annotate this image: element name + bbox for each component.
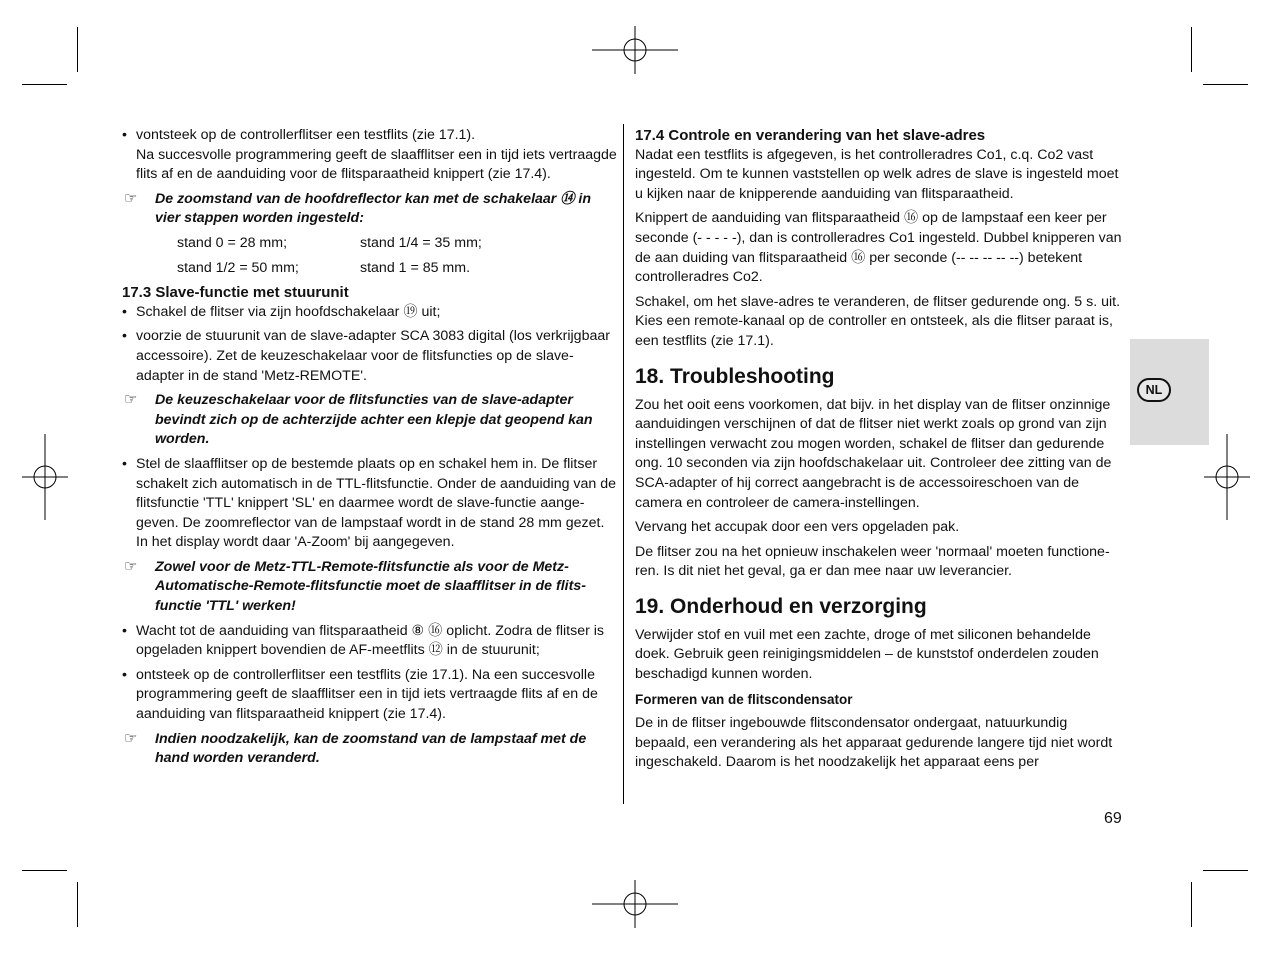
zoom-stand-row: stand 1/2 = 50 mm; stand 1 = 85 mm. <box>177 259 471 276</box>
paragraph: Zou het ooit eens voorkomen, dat bijv. in het display van de flitser onzinnige aanduidingen verschijnen of dat de flitser niet werkt zoals op grond van zijn instellingen verwacht zou mogen worden, schakel de flitser dan gedurende ong. 10 seconden via zijn hoofdschakelaar uit. Controleer dee zitting van de SCA-adapter of hij correct aangebracht is de accessoireschoen van de camera en controleer de camera-instellingen. <box>635 396 1112 511</box>
bullet-text: Schakel de flitser via zijn hoofdschakelaar ⑲ uit; <box>136 303 441 320</box>
paragraph: De in de flitser ingebouwde flitscondensator ondergaat, natuurkundig bepaald, een verandering als het apparaat gedurende langere tijd niet wordt ingeschakeld. Daarom is het noodzakelijk het apparaat eens per <box>635 715 1113 771</box>
registration-mark-icon <box>20 432 70 522</box>
bullet-text: ontsteek op de controllerflitser een testflits (zie 17.1). Na een succesvolle programmering geeft de slaafflitser een in tijd iets vertraagde flits af en de aanduiding van flitsparaatheid knippert (zie 17.4). <box>136 666 598 723</box>
pointing-hand-icon: ☞ <box>124 189 138 207</box>
chapter-heading: 19. Onderhoud en verzorging <box>635 594 927 618</box>
crop-mark <box>1191 882 1192 927</box>
section-heading: 17.4 Controle en verandering van het slave-adres <box>635 127 986 144</box>
note-text: Zowel voor de Metz-TTL-Remote-flitsfunctie als voor de Metz-Automatische-Remote-flitsfunctie moet de slaafflitser in de flitsfunctie 'TTL' werken! <box>155 558 586 615</box>
bullet-text: voorzie de stuurunit van de slave-adapter SCA 3083 digital (los verkrijgbaar accessoire). Zet de keuzeschakelaar voor de flitsfuncties op de slave-adapter in de stand 'Metz-REMOTE'. <box>136 328 610 384</box>
note-text: Indien noodzakelijk, kan de zoomstand van de lampstaaf met de hand worden veranderd. <box>155 730 587 767</box>
note-text: De zoomstand van de hoofdreflector kan met de schakelaar ⑭ in vier stappen worden ingesteld: <box>155 190 591 227</box>
bullet-text: vontsteek op de controllerflitser een testflits (zie 17.1). <box>136 127 476 143</box>
list-item: • ontsteek op de controllerflitser een testflits (zie 17.1). Na een succesvolle programmering geeft de slaafflitser een in tijd iets vertraagde flits af en de aanduiding van flitsparaatheid knippert (zie 17.4). <box>122 666 618 725</box>
zoom-stand-row: stand 0 = 28 mm; stand 1/4 = 35 mm; <box>177 234 482 251</box>
pointing-hand-icon: ☞ <box>124 391 138 409</box>
note-text: De keuzeschakelaar voor de flitsfuncties van de slave-adapter bevindt zich op de achterzijde achter een klepje dat geopend kan worden. <box>155 392 593 448</box>
note <box>122 730 618 769</box>
list-item: • Wacht tot de aanduiding van flitsparaatheid ⑧ ⑯ oplicht. Zodra de flitser is opgeladen knippert bovendien de AF-meetflits ⑫ in de stuurunit; <box>122 622 618 661</box>
crop-mark <box>77 882 78 927</box>
crop-mark <box>1191 27 1192 72</box>
chapter-heading: 18. Troubleshooting <box>635 364 835 388</box>
right-column <box>635 126 1125 778</box>
paragraph: Schakel, om het slave-adres te veranderen, de flitser gedurende ong. 5 s. uit. Kies een remote-kanaal op de controller en ontsteek, als die flitser paraat is, een testflits (zie 17.1). <box>635 293 1121 349</box>
list-item: • voorzie de stuurunit van de slave-adapter SCA 3083 digital (los verkrijgbaar accessoire). Zet de keuzeschakelaar voor de flitsfuncties op de slave-adapter in de stand 'Metz-REMOTE'. <box>122 327 618 386</box>
note <box>122 190 618 229</box>
bullet-text: Stel de slaafflitser op de bestemde plaats op en schakel hem in. De flitser schakelt zich automatisch in de TTL-flitsfunctie. Onder de aanduiding van de flitsfunctie 'TTL' knippert 'SL' en daarmee wordt de slave-functie aangegeven. De zoomreflector van de lampstaaf wordt in de stand 28 mm gezet. In het display wordt daar 'A-Zoom' bij aangegeven. <box>136 455 617 551</box>
paragraph: Vervang het accupak door een vers opgeladen pak. <box>635 519 960 536</box>
subsection-heading: Formeren van de flitscondensator <box>635 691 853 707</box>
crop-mark <box>1203 84 1248 85</box>
crop-mark <box>1203 870 1248 871</box>
language-badge: NL <box>1137 378 1171 402</box>
paragraph: Knippert de aanduiding van flitsparaatheid ⑯ op de lampstaaf een keer per seconde (- - - - -), dan is controlleradres Co1 ingesteld. Dubbel knipperen van de aan duiding van flitsparaatheid ⑯ per seconde (-- -- -- -- --) betekent controlleradres Co2. <box>635 210 1122 286</box>
pointing-hand-icon: ☞ <box>124 557 138 575</box>
note <box>122 558 618 617</box>
list-item: • vontsteek op de controllerflitser een testflits (zie 17.1). Na succesvolle programmering geeft de slaafflitser een in tijd iets vertraagde flits af en de aanduiding voor de flitsparaatheid knippert (zie 17.4). <box>122 126 618 185</box>
note <box>122 391 618 450</box>
page-number: 69 <box>1104 810 1122 827</box>
left-column <box>122 126 618 774</box>
section-heading: 17.3 Slave-functie met stuurunit <box>122 284 349 302</box>
registration-mark-icon <box>590 878 680 930</box>
list-item: • Stel de slaafflitser op de bestemde plaats op en schakel hem in. De flitser schakelt zich automatisch in de TTL-flitsfunctie. Onder de aanduiding van de flitsfunctie 'TTL' knippert 'SL' en daarmee wordt de slave-functie aangegeven. De zoomreflector van de lampstaaf wordt in de stand 28 mm gezet. In het display wordt daar 'A-Zoom' bij aangegeven. <box>122 455 618 553</box>
crop-mark <box>77 27 78 72</box>
registration-mark-icon <box>1202 432 1252 522</box>
bullet-text: Na succesvolle programmering geeft de slaafflitser een in tijd iets vertraagde flits af en de aanduiding voor de flitsparaatheid knippert (zie 17.4). <box>136 146 617 183</box>
bullet-text: Wacht tot de aanduiding van flitsparaatheid ⑧ ⑯ oplicht. Zodra de flitser is opgeladen knippert bovendien de AF-meetflits ⑫ in de stuurunit; <box>136 622 605 659</box>
crop-mark <box>22 84 67 85</box>
paragraph: Verwijder stof en vuil met een zachte, droge of met siliconen behandelde doek. Gebruik geen reinigingsmiddelen – de kunststof onderdelen zouden beschadigd kunnen worden. <box>635 626 1099 683</box>
crop-mark <box>22 870 67 871</box>
registration-mark-icon <box>590 24 680 76</box>
column-divider <box>623 124 624 804</box>
paragraph: De flitser zou na het opnieuw inschakelen weer 'normaal' moeten functioneren. Is dit niet het geval, ga er dan mee naar uw leverancier. <box>635 543 1110 580</box>
list-item: • Schakel de flitser via zijn hoofdschakelaar ⑲ uit; <box>122 303 618 323</box>
paragraph: Nadat een testflits is afgegeven, is het controlleradres Co1, c.q. Co2 vast ingesteld. Om te kunnen vaststellen op welk adres de slave is ingesteld moet u kijken naar de knipperende aanduiding van flitsparaatheid. <box>635 146 1119 202</box>
pointing-hand-icon: ☞ <box>124 729 138 747</box>
